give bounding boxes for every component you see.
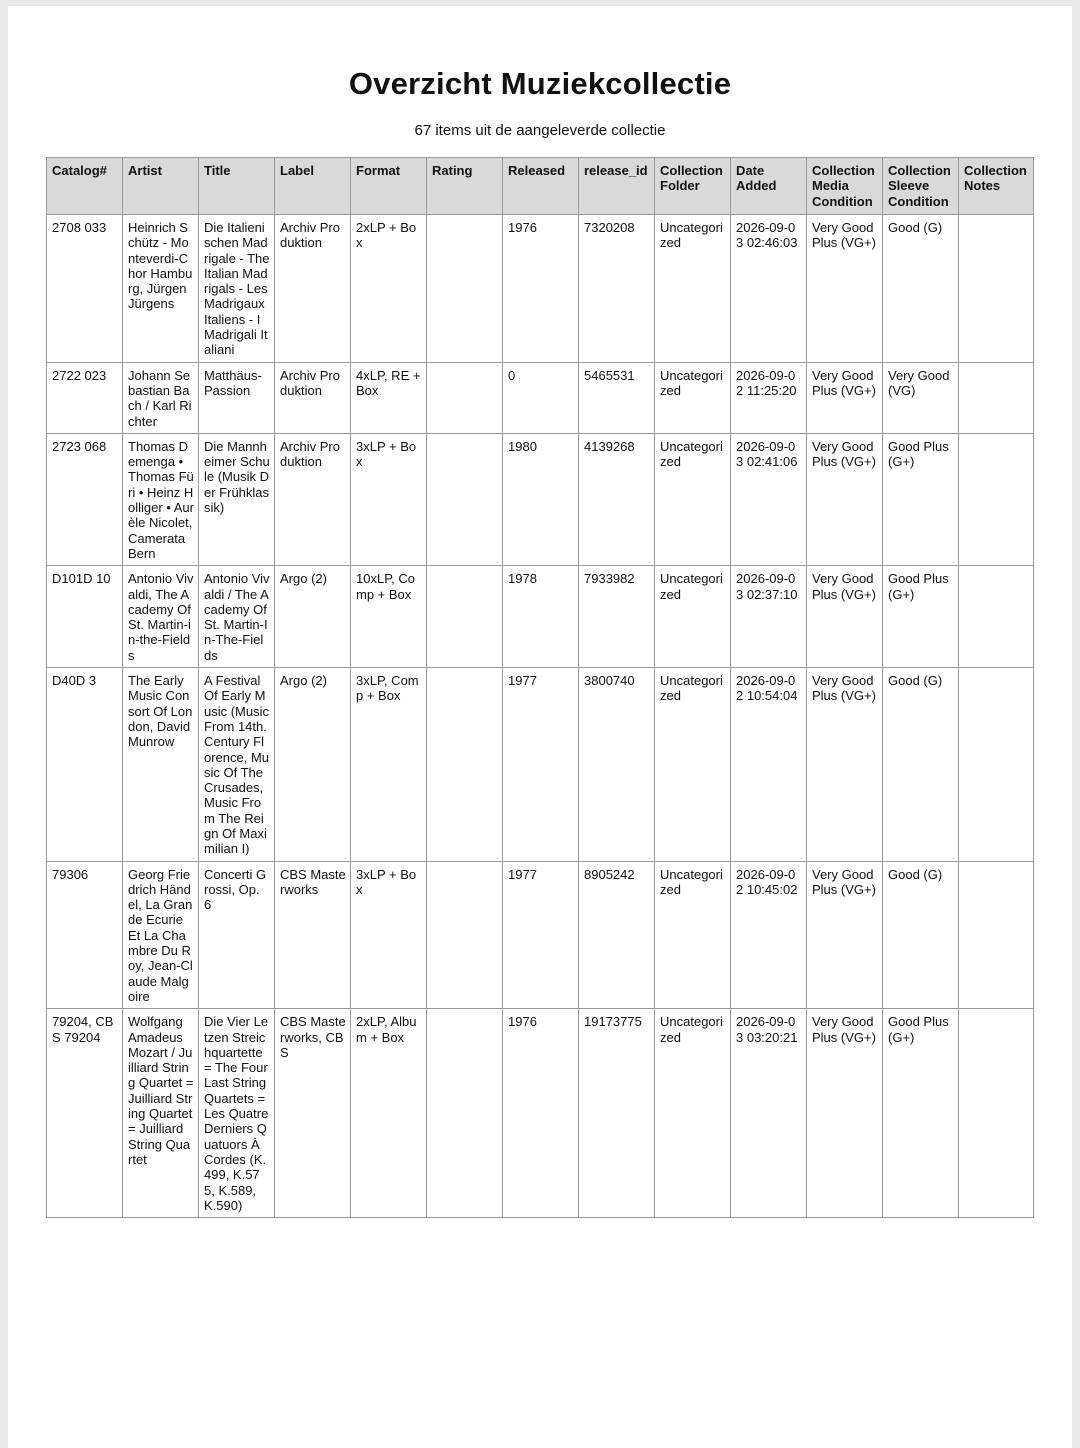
cell-date-added: 2026-09-03 02:41:06 [731,433,807,565]
column-header-format: Format [351,158,427,215]
cell-sleeve-condition: Good Plus (G+) [883,433,959,565]
cell-notes [959,861,1034,1009]
cell-title: Antonio Vivaldi / The Academy Of St. Martin-In-The-Fields [199,566,275,668]
cell-catalog: 79204, CBS 79204 [47,1009,123,1218]
cell-artist: Antonio Vivaldi, The Academy Of St. Martin-in-the-Fields [123,566,199,668]
cell-released: 1978 [503,566,579,668]
cell-media-condition: Very Good Plus (VG+) [807,566,883,668]
column-header-sleeve-condition: Collection Sleeve Condition [883,158,959,215]
cell-rating [427,566,503,668]
page-title: Overzicht Muziekcollectie [348,66,732,101]
cell-release-id: 7320208 [579,215,655,363]
header-row [47,158,1034,215]
cell-sleeve-condition: Very Good (VG) [883,362,959,433]
table-body [47,215,1034,1218]
cell-media-condition: Very Good Plus (VG+) [807,668,883,862]
cell-artist: The Early Music Consort Of London, David Munrow [123,668,199,862]
cell-format: 2xLP + Box [351,215,427,363]
cell-format: 3xLP, Comp + Box [351,668,427,862]
cell-artist: Thomas Demenga • Thomas Füri • Heinz Holliger • Aurèle Nicolet, Camerata Bern [123,433,199,565]
cell-catalog: 2722 023 [47,362,123,433]
cell-artist: Johann Sebastian Bach / Karl Richter [123,362,199,433]
cell-title: Die Vier Letzen Streichquartette = The Four Last String Quartets = Les Quatre Derniers Quatuors À Cordes (K.499, K.575, K.589, K.590) [199,1009,275,1218]
cell-notes [959,433,1034,565]
cell-catalog: D40D 3 [47,668,123,862]
cell-released: 1977 [503,668,579,862]
cell-released: 1976 [503,1009,579,1218]
cell-label: Archiv Produktion [275,215,351,363]
cell-date-added: 2026-09-02 11:25:20 [731,362,807,433]
cell-release-id: 4139268 [579,433,655,565]
cell-date-added: 2026-09-03 02:37:10 [731,566,807,668]
column-header-media-condition: Collection Media Condition [807,158,883,215]
cell-release-id: 8905242 [579,861,655,1009]
column-header-folder: Collection Folder [655,158,731,215]
column-header-artist: Artist [123,158,199,215]
cell-rating [427,433,503,565]
cell-label: Archiv Produktion [275,362,351,433]
cell-folder: Uncategorized [655,215,731,363]
cell-date-added: 2026-09-02 10:54:04 [731,668,807,862]
cell-artist: Wolfgang Amadeus Mozart / Juilliard String Quartet = Juilliard String Quartet = Juilliard String Quartet [123,1009,199,1218]
column-header-notes: Collection Notes [959,158,1034,215]
cell-notes [959,668,1034,862]
table-row [47,861,1034,1009]
cell-folder: Uncategorized [655,1009,731,1218]
cell-notes [959,1009,1034,1218]
column-header-catalog: Catalog# [47,158,123,215]
cell-folder: Uncategorized [655,433,731,565]
cell-media-condition: Very Good Plus (VG+) [807,215,883,363]
cell-release-id: 3800740 [579,668,655,862]
cell-label: CBS Masterworks [275,861,351,1009]
cell-label: Argo (2) [275,566,351,668]
cell-folder: Uncategorized [655,566,731,668]
cell-sleeve-condition: Good (G) [883,861,959,1009]
table-row [47,362,1034,433]
cell-sleeve-condition: Good (G) [883,668,959,862]
cell-title: Matthäus-Passion [199,362,275,433]
cell-media-condition: Very Good Plus (VG+) [807,362,883,433]
cell-sleeve-condition: Good Plus (G+) [883,1009,959,1218]
cell-format: 10xLP, Comp + Box [351,566,427,668]
collection-table [46,157,1034,1218]
cell-rating [427,1009,503,1218]
page-subtitle: 67 items uit de aangeleverde collectie [414,122,666,139]
cell-format: 4xLP, RE + Box [351,362,427,433]
cell-released: 1977 [503,861,579,1009]
cell-catalog: 2708 033 [47,215,123,363]
cell-format: 3xLP + Box [351,433,427,565]
cell-notes [959,566,1034,668]
cell-media-condition: Very Good Plus (VG+) [807,433,883,565]
cell-date-added: 2026-09-02 10:45:02 [731,861,807,1009]
table-header [47,158,1034,215]
cell-folder: Uncategorized [655,861,731,1009]
cell-released: 1976 [503,215,579,363]
cell-title: Concerti Grossi, Op. 6 [199,861,275,1009]
column-header-release-id: release_id [579,158,655,215]
table-row [47,215,1034,363]
cell-released: 1980 [503,433,579,565]
cell-rating [427,668,503,862]
cell-catalog: 2723 068 [47,433,123,565]
cell-release-id: 19173775 [579,1009,655,1218]
table-row [47,1009,1034,1218]
table-row [47,433,1034,565]
cell-label: Argo (2) [275,668,351,862]
column-header-date-added: Date Added [731,158,807,215]
column-header-released: Released [503,158,579,215]
cell-media-condition: Very Good Plus (VG+) [807,1009,883,1218]
cell-media-condition: Very Good Plus (VG+) [807,861,883,1009]
cell-rating [427,215,503,363]
table-row [47,668,1034,862]
cell-title: Die Italienischen Madrigale - The Italian Madrigals - Les Madrigaux Italiens - I Madrigali Italiani [199,215,275,363]
column-header-title: Title [199,158,275,215]
cell-folder: Uncategorized [655,668,731,862]
cell-notes [959,362,1034,433]
cell-artist: Heinrich Schütz - Monteverdi-Chor Hamburg, Jürgen Jürgens [123,215,199,363]
cell-title: Die Mannheimer Schule (Musik Der Frühklassik) [199,433,275,565]
cell-format: 3xLP + Box [351,861,427,1009]
cell-catalog: D101D 10 [47,566,123,668]
cell-format: 2xLP, Album + Box [351,1009,427,1218]
column-header-rating: Rating [427,158,503,215]
cell-folder: Uncategorized [655,362,731,433]
cell-date-added: 2026-09-03 02:46:03 [731,215,807,363]
cell-label: CBS Masterworks, CBS [275,1009,351,1218]
cell-label: Archiv Produktion [275,433,351,565]
cell-catalog: 79306 [47,861,123,1009]
cell-title: A Festival Of Early Music (Music From 14th. Century Florence, Music Of The Crusades, Music From The Reign Of Maximilian I) [199,668,275,862]
cell-rating [427,362,503,433]
table-row [47,566,1034,668]
cell-released: 0 [503,362,579,433]
cell-sleeve-condition: Good Plus (G+) [883,566,959,668]
cell-release-id: 5465531 [579,362,655,433]
cell-release-id: 7933982 [579,566,655,668]
cell-notes [959,215,1034,363]
cell-artist: Georg Friedrich Händel, La Grande Ecurie Et La Chambre Du Roy, Jean-Claude Malgoire [123,861,199,1009]
cell-sleeve-condition: Good (G) [883,215,959,363]
cell-rating [427,861,503,1009]
cell-date-added: 2026-09-03 03:20:21 [731,1009,807,1218]
column-header-label: Label [275,158,351,215]
